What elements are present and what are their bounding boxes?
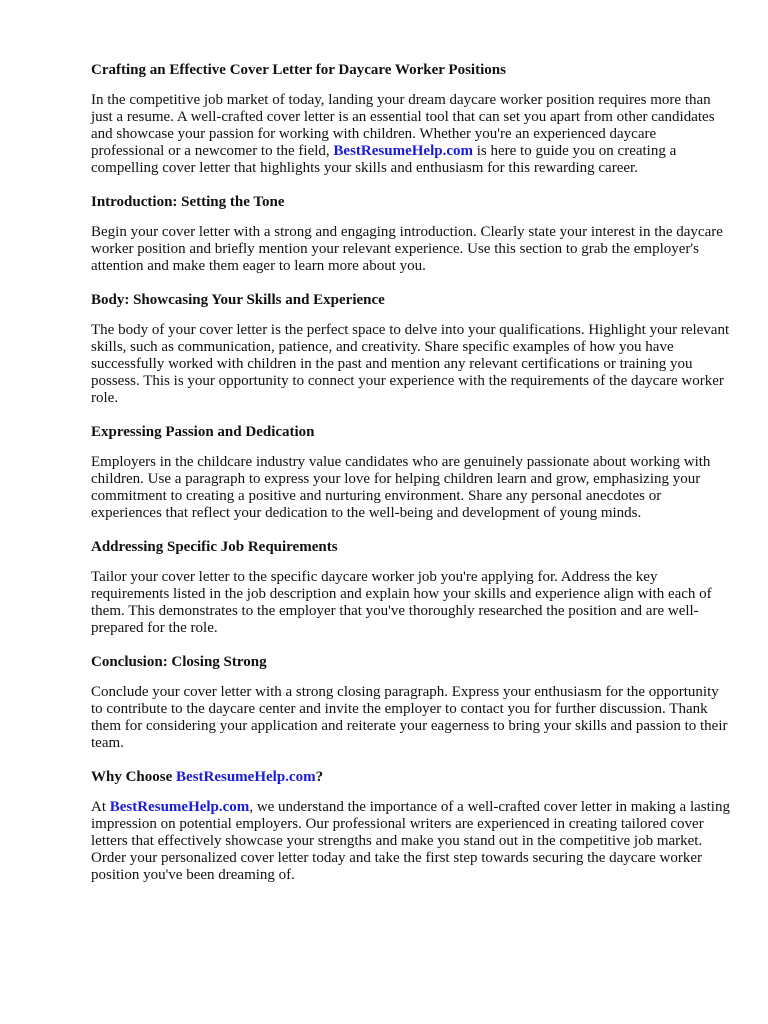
why-heading-after: ? (315, 769, 324, 785)
intro-text-before: In the competitive job market of today, landing your dream daycare worker position requires more than just a resume. A well-crafted cover letter is an essential tool that can set you apart from other candidates and showcase your passion for working with children. Whether you're an experienced daycare professional or a newcomer to the field, (91, 92, 715, 159)
section-body-introduction: Begin your cover letter with a strong and engaging introduction. Clearly state your interest in the daycare worker position and briefly mention your relevant experience. Use this section to grab the employer's attention and make them eager to learn more about you. (91, 224, 723, 274)
intro-text-after: is here to guide you on creating a compelling cover letter that highlights your skills and enthusiasm for this rewarding career. (91, 143, 677, 176)
section-heading-passion: Expressing Passion and Dedication (91, 424, 315, 440)
why-body-after: , we understand the importance of a well-crafted cover letter in making a lasting impression on potential employers. Our professional writers are experienced in creating tailored cover letters that effectively showcase your strengths and make you stand out in the competitive job market. Order your personalized cover letter today and take the first step towards securing the daycare worker position you've been dreaming of. (91, 799, 730, 883)
why-choose-heading (91, 767, 731, 787)
section-heading-requirements: Addressing Specific Job Requirements (91, 539, 338, 555)
why-heading-bestresumehelp-link[interactable]: BestResumeHelp.com (176, 769, 316, 785)
section-body-conclusion: Conclude your cover letter with a strong closing paragraph. Express your enthusiasm for the opportunity to contribute to the daycare center and invite the employer to contact you for further discussion. Thank them for considering your application and reiterate your eagerness to bring your skills and passion to their team. (91, 684, 728, 751)
why-choose-paragraph (91, 799, 731, 884)
document-page (91, 60, 731, 899)
why-body-before: At (91, 799, 110, 815)
section-heading-introduction: Introduction: Setting the Tone (91, 194, 285, 210)
section-heading-conclusion: Conclusion: Closing Strong (91, 654, 267, 670)
why-heading-before: Why Choose (91, 769, 177, 785)
section-body-passion: Employers in the childcare industry value candidates who are genuinely passionate about working with children. Use a paragraph to express your love for helping children learn and grow, emphasizing your commitment to creating a positive and nurturing environment. Share any personal anecdotes or experiences that reflect your dedication to the well-being and development of young minds. (91, 454, 711, 521)
why-body-bestresumehelp-link[interactable]: BestResumeHelp.com (109, 799, 250, 815)
document-title: Crafting an Effective Cover Letter for Daycare Worker Positions (91, 62, 506, 78)
section-heading-body: Body: Showcasing Your Skills and Experience (91, 292, 385, 308)
section-body-requirements: Tailor your cover letter to the specific daycare worker job you're applying for. Address the key requirements listed in the job description and explain how your skills and experience align with each of them. This demonstrates to the employer that you've thoroughly researched the position and are well-prepared for the role. (91, 569, 712, 636)
intro-paragraph (91, 92, 731, 177)
intro-bestresumehelp-link[interactable]: BestResumeHelp.com (333, 143, 473, 159)
section-body-body: The body of your cover letter is the perfect space to delve into your qualifications. Highlight your relevant skills, such as communication, patience, and creativity. Share specific examples of how you have successfully worked with children in the past and mention any relevant certifications or training you possess. This is your opportunity to connect your experience with the requirements of the daycare worker role. (91, 322, 730, 406)
